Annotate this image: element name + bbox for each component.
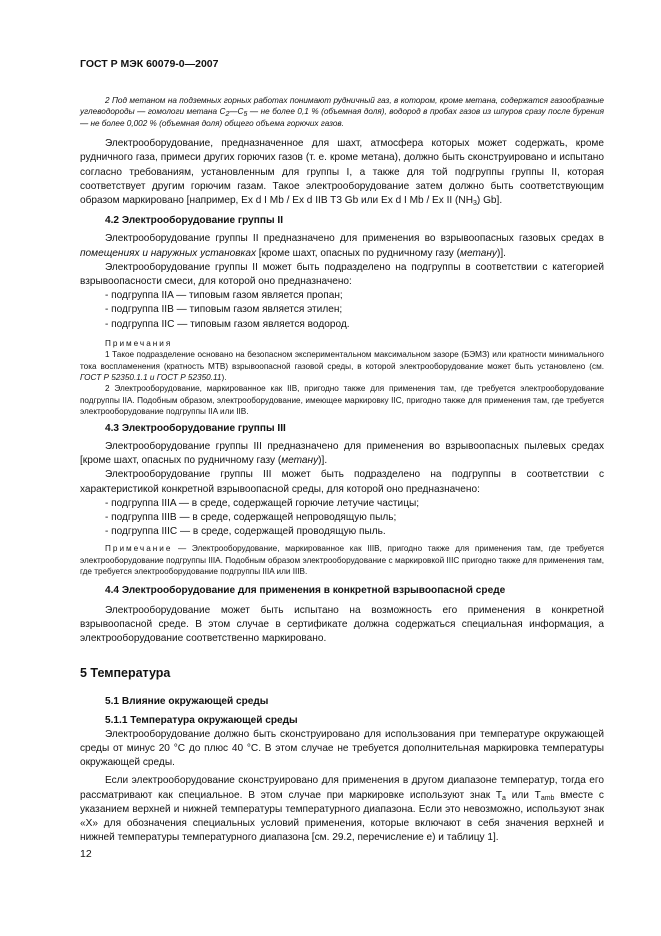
section-4-3-paragraph-2: Электрооборудование группы III может быть подразделено на подгруппы в соответствии с характеристикой конкретной взрывоопасной среды, для которой оно предназначено:	[80, 469, 604, 495]
list-item: - подгруппа IIIC — в среде, содержащей проводящую пыль.	[105, 526, 386, 538]
list-item: - подгруппа IIC — типовым газом является водород.	[105, 318, 350, 330]
list-item: - подгруппа IIB — типовым газом является этилен;	[105, 304, 343, 316]
section-4-2-paragraph-1: Электрооборудование группы II предназначено для применения во взрывоопасных газовых средах в помещениях и наружных установках [кроме шахт, опасных по рудничному газу (метану)].	[80, 233, 604, 259]
group1-paragraph: Электрооборудование, предназначенное для шахт, атмосфера которых может содержать, кроме рудничного газа, примеси других горючих газов (т. е. кроме метана), должно быть сконструировано и испытано согласно требованиям, установленным для группы I, а также для той подгруппы группы II, которая соответствует другим горючим газам. Такое электрооборудование затем должно быть соответствующим образом маркировано [например, Ex d I Mb / Ex d IIB T3 Gb или Ex d I Mb / Ex II $(NH_3)$ Gb].	[80, 138, 604, 208]
section-5-1-1-heading: 5.1.1 Температура окружающей среды	[105, 714, 298, 726]
note-1: 1 Такое подразделение основано на безопасном экспериментальном максимальном зазоре (БЭМЗ) или кратности минимального тока воспламенения (кратность МТВ) взрывоопасной газовой среды, в которой электрооборудование может быть установлено (см. ГОСТ Р 52350.1.1 и ГОСТ Р 52350.11).	[80, 350, 604, 383]
section-4-3-heading: 4.3 Электрооборудование группы III	[105, 422, 286, 434]
section-4-3-note: Примечание — Электрооборудование, маркированное как IIIB, пригодно также для применения там, где требуется электрооборудование подгруппы IIIA. Подобным образом электрооборудование с маркировкой IIIC пригодно также для применения там, где требуется электрооборудование подгруппы IIIA или IIIB.	[80, 544, 604, 577]
section-4-4-heading: 4.4 Электрооборудование для применения в конкретной взрывоопасной среде	[105, 584, 506, 596]
section-4-4-paragraph: Электрооборудование может быть испытано на возможность его применения в конкретной взрывоопасной среде. В этом случае в сертификате должна содержаться специальная информация, а электрооборудование соответственно маркировано.	[80, 604, 604, 645]
section-4-2-heading: 4.2 Электрооборудование группы II	[105, 215, 284, 227]
section-5-1-heading: 5.1 Влияние окружающей среды	[105, 696, 269, 708]
list-item: - подгруппа IIIB — в среде, содержащей непроводящую пыль;	[105, 511, 397, 523]
list-item: - подгруппа IIIA — в среде, содержащей горючие летучие частицы;	[105, 497, 420, 509]
methane-note: 2 Под метаном на подземных горных работах понимают рудничный газ, в котором, кроме метана, содержатся газообразные углеводороды — гомологи метана $C_2—C_5$ — не более 0,1 % (объемная доля), водород в пробах газов из шпуров сразу после бурения — не более 0,002 % (объемная доля) общего объема горючих газов.	[80, 96, 604, 128]
document-header: ГОСТ Р МЭК 60079-0—2007	[80, 58, 219, 70]
section-4-3-paragraph-1: Электрооборудование группы III предназначено для применения во взрывоопасных пылевых средах [кроме шахт, опасных по рудничному газу (метану)].	[80, 440, 604, 467]
notes-title: Примечания	[105, 338, 173, 348]
page-content	[80, 58, 604, 845]
section-4-2-paragraph-2: Электрооборудование группы II может быть подразделено на подгруппы в соответствии с категорией взрывоопасности смеси, для которой оно предназначено:	[80, 261, 604, 288]
section-5-1-1-paragraph-1: Электрооборудование должно быть сконструировано для использования при температуре окружающей среды от минус 20 °С до плюс 40 °С. В этом случае не требуется дополнительная маркировка температуры окружающей среды.	[80, 728, 604, 769]
section-5-heading: 5 Температура	[80, 666, 171, 681]
section-5-1-1-paragraph-2: Если электрооборудование сконструировано для применения в другом диапазоне температур, тогда его рассматривают как специальное. В этом случае при маркировке используют знак $T_a$ или $T_{amb}$ вместе с указанием верхней и нижней температуры температурного диапазона. Если это невозможно, используют знак «X» для обозначения специальных условий применения, которые включают в себя значения верхней и нижней температуры температурного диапазона [см. 29.2, перечисление е) и таблицу 1].	[80, 775, 604, 844]
note-2: 2 Электрооборудование, маркированное как IIB, пригодно также для применения там, где требуется электрооборудование подгруппы IIA. Подобным образом, электрооборудование, имеющее маркировку IIC, пригодно также для применения там, где требуется электрооборудование подгруппы IIA или IIB.	[80, 384, 604, 417]
list-item: - подгруппа IIA — типовым газом является пропан;	[105, 290, 343, 302]
page-number: 12	[80, 848, 92, 860]
